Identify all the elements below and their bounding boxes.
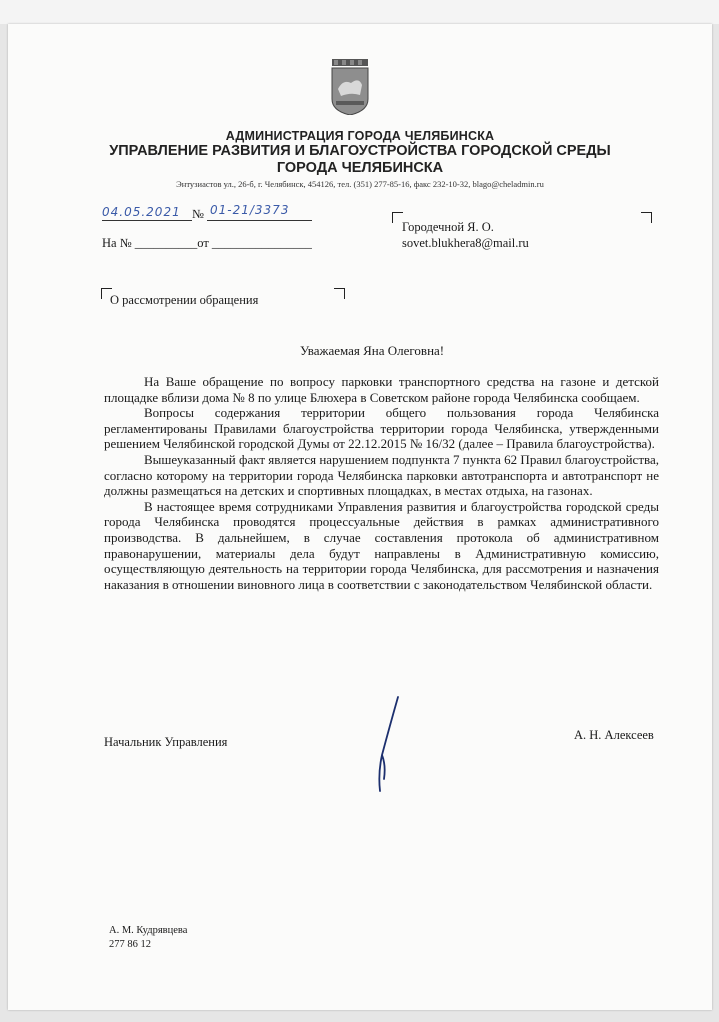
paragraph-1: На Ваше обращение по вопросу парковки транспортного средства на газоне и детской площадке вблизи дома № 8 по улице Блюхера в Советском районе города Челябинска сообщаем. — [104, 374, 659, 405]
number-label: № — [192, 207, 204, 221]
org-address: Энтузиастов ул., 26-б, г. Челябинск, 454126, тел. (351) 277-85-16, факс 232-10-32, blago@cheladmin.ru — [176, 179, 544, 189]
handwritten-number: 01-21/3373 — [210, 203, 290, 217]
letter-body — [104, 374, 659, 592]
org-line-1: АДМИНИСТРАЦИЯ ГОРОДА ЧЕЛЯБИНСКА — [225, 129, 495, 143]
subject-corner-right — [334, 288, 345, 299]
executor-name: А. М. Кудрявцева — [109, 925, 188, 936]
paragraph-2: Вопросы содержания территории общего пользования города Челябинска регламентированы Правилами благоустройства территории города Челябинска, утвержденными решением Челябинской городской Думы от 22.12.2015 № 16/32 (далее – Правила благоустройства). — [104, 405, 659, 452]
signatory-position: Начальник Управления — [104, 735, 228, 749]
number-underline — [207, 220, 312, 221]
handwritten-signature-icon — [360, 695, 410, 795]
org-line-2: УПРАВЛЕНИЕ РАЗВИТИЯ И БЛАГОУСТРОЙСТВА ГОРОДСКОЙ СРЕДЫ — [109, 143, 611, 159]
greeting: Уважаемая Яна Олеговна! — [300, 343, 445, 358]
subject-line: О рассмотрении обращения — [110, 293, 259, 307]
city-emblem-icon — [329, 59, 371, 115]
signatory-name: А. Н. Алексеев — [574, 728, 654, 742]
recipient-email: sovet.blukhera8@mail.ru — [402, 236, 529, 250]
top-strip — [0, 0, 719, 24]
executor-phone: 277 86 12 — [109, 939, 151, 950]
recipient-name: Городечной Я. О. — [402, 220, 494, 234]
date-underline — [102, 220, 192, 221]
recipient-corner-right — [641, 212, 652, 223]
org-line-3: ГОРОДА ЧЕЛЯБИНСКА — [276, 160, 444, 176]
paragraph-4: В настоящее время сотрудниками Управления развития и благоустройства городской среды города Челябинска проводятся процессуальные действия в рамках административного производства. В дальнейшем, в случае составления протокола об административном правонарушении, материалы дела будут направлены в Административную комиссию, осуществляющую деятельность на территории города Челябинска, для рассмотрения и назначения наказания в отношении виновного лица в соответствии с законодательством Челябинской области. — [104, 498, 659, 592]
handwritten-date: 04.05.2021 — [102, 205, 181, 219]
paragraph-3: Вышеуказанный факт является нарушением подпункта 7 пункта 62 Правил благоустройства, согласно которому на территории города Челябинска парковки автотранспорта и автотранспорт не должны размещаться на детских и спортивных площадках, в местах отдыха, на газонах. — [104, 451, 659, 499]
reference-line: На № __________от ________________ — [102, 236, 312, 250]
